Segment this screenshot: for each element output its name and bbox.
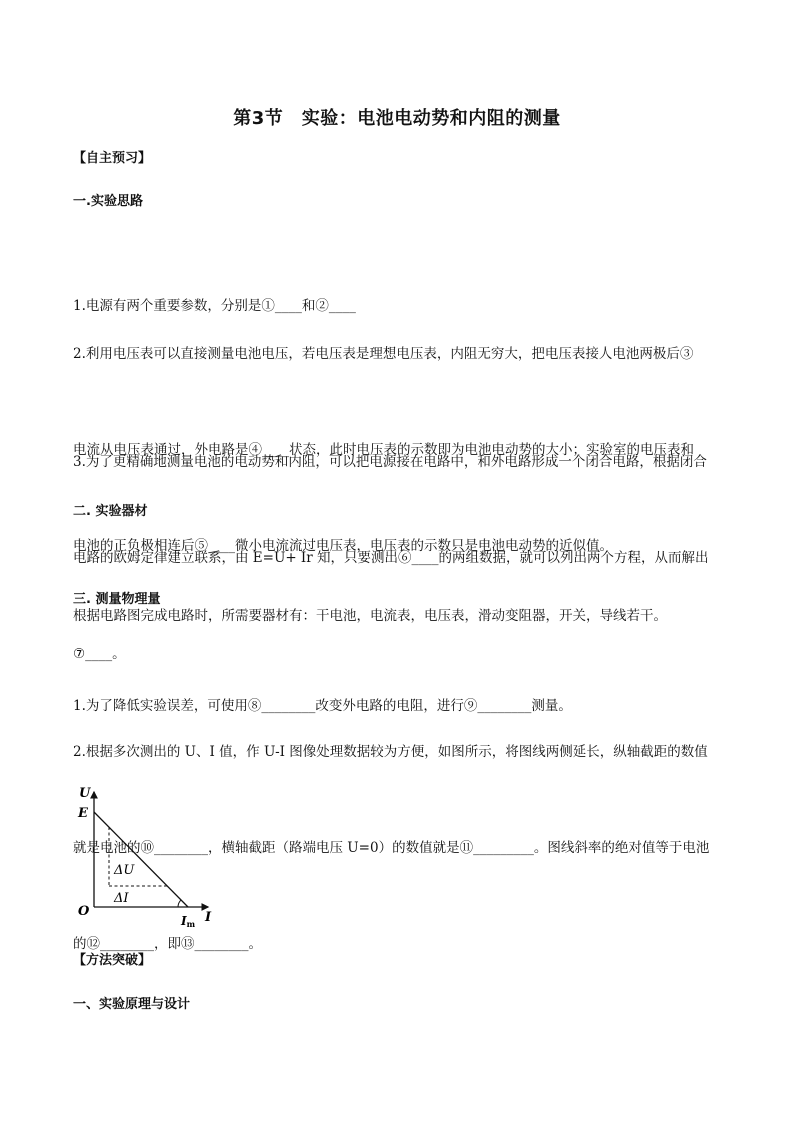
x-axis-label: I bbox=[205, 910, 212, 925]
section4-heading: 一、实验原理与设计 bbox=[73, 997, 191, 1012]
delta-i-label: ΔI bbox=[114, 891, 129, 906]
y-intercept-label: E bbox=[78, 806, 88, 821]
x-intercept-symbol: I bbox=[181, 914, 187, 928]
text-line: 2.利用电压表可以直接测量电池电压，若电压表是理想电压表，内阻无穷大，把电压表接人电池两极后③ bbox=[73, 346, 694, 362]
section1-heading: 一.实验思路 bbox=[73, 194, 143, 209]
text-line: 就是电池的⑩________，横轴截距（路端电压 U=0）的数值就是⑪_________。图线斜率的绝对值等于电池 bbox=[73, 840, 710, 856]
text-line: 1.为了降低实验误差，可使用⑧________改变外电路的电阻，进行⑨________测量。 bbox=[73, 698, 572, 714]
x-intercept-subscript: m bbox=[186, 919, 196, 929]
y-axis-label: U bbox=[79, 786, 91, 801]
page-title: 第3节 实验：电池电动势和内阻的测量 bbox=[233, 108, 561, 129]
delta-u-label: ΔU bbox=[114, 863, 135, 878]
text-line: 2.根据多次测出的 U、I 值，作 U-I 图像处理数据较为方便，如图所示，将图线两侧延长，纵轴截距的数值 bbox=[73, 744, 708, 760]
origin-label: O bbox=[78, 904, 90, 919]
preview-header: 【自主预习】 bbox=[73, 151, 152, 166]
u-i-line bbox=[94, 812, 188, 907]
x-intercept-label bbox=[180, 914, 196, 929]
text-line: 电池的正负极相连后⑤____微小电流流过电压表，电压表的示数只是电池电动势的近似值。 bbox=[73, 538, 613, 554]
method-header: 【方法突破】 bbox=[73, 953, 152, 968]
section2-heading: 二. 实验器材 bbox=[73, 504, 148, 519]
section3-heading: 三. 测量物理量 bbox=[73, 592, 161, 607]
text-line: 的⑫________，即⑬________。 bbox=[73, 936, 262, 952]
text-line: 根据电路图完成电路时，所需要器材有：干电池，电流表，电压表，滑动变阻器，开关，导线若干。 bbox=[73, 608, 667, 624]
text-line: ⑦____。 bbox=[73, 646, 126, 662]
text-line: 电流从电压表通过，外电路是④____状态，此时电压表的示数即为电池电动势的大小；实验室的电压表和 bbox=[73, 442, 694, 458]
text-line: 电路的欧姆定律建立联系，由 E=U+ Ir 知，只要测出⑥____的两组数据，就可以列出两个方程，从而解出 bbox=[73, 550, 709, 566]
u-i-graph bbox=[74, 780, 224, 930]
angle-arc bbox=[178, 900, 181, 907]
text-line: 1.电源有两个重要参数，分别是①____和②____ bbox=[73, 298, 356, 314]
text-line: 3.为了更精确地测量电池的电动势和内阻，可以把电源接在电路中，和外电路形成一个闭合电路，根据闭合 bbox=[73, 454, 707, 470]
